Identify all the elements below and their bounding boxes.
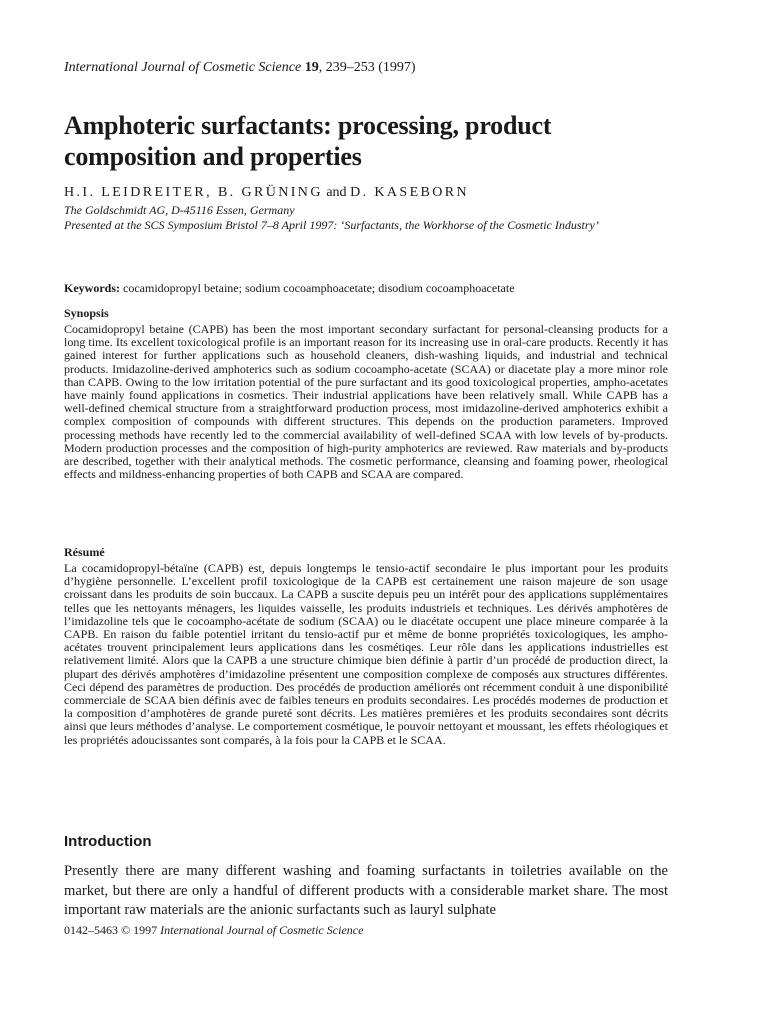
footer-journal: International Journal of Cosmetic Science (160, 923, 364, 937)
introduction-heading: Introduction (64, 833, 152, 850)
resume-text: La cocamidopropyl-bétaïne (CAPB) est, depuis longtemps le tensio-actif secondaire le plus important pour les produits d’hygiène personnelle. L’excellent profil toxicologique de la CAPB est certainement une raison majeure de son usage croissant dans les produits de soin buccaux. La CAPB a suscite depuis peu un intérêt pour des applications supplémentaires telles que les nettoyants ménagers, les liquides vaisselle, les produits industriels et techniques. Les dérivés amphotères de l’imidazoline tels que le cocoampho-acétate de sodium (SCAA) ou le diacétate occupent une place mineure comparée à la CAPB. En raison du faible potentiel irritant du tensio-actif pur et même de bonne propriétés toxicologiques, les ampho-acétates trouvent principalement leurs applications dans les cosmétiqes. Leur rôle dans les applications industrielles est relativement limité. Alors que la CAPB a une structure chimique bien définie à partir d’un procédé de production direct, la plupart des dérivés amphotères d’imidazoline présentent une composition complexe de composés aux structures différentes. Ceci dépend des paramètres de production. Des procédés de production améliorés ont récemment conduit à une disponibilité commerciale de SCAA bien définis avec de faibles teneurs en produits secondaires. Les procédés modernes de production et la composition d’amphotères de grande pureté sont décrits. Les matières premières et les produits secondaires sont décrits ainsi que leurs méthodes d’analyse. Le comportement cosmétique, le pouvoir nettoyant et moussant, les effets rhéologiques et les propriétés adoucissantes sont comparés, à la fois pour la CAPB et le SCAA. (64, 561, 668, 747)
synopsis-heading: Synopsis (64, 306, 109, 320)
resume-heading: Résumé (64, 545, 105, 559)
footer-code: 0142–5463 © 1997 (64, 923, 161, 937)
keywords-text: cocamidopropyl betaine; sodium cocoamphoacetate; disodium cocoamphoacetate (120, 281, 515, 295)
keywords (64, 281, 515, 296)
presentation-note: Presented at the SCS Symposium Bristol 7–8 April 1997: ‘Surfactants, the Workhorse of the Cosmetic Industry’ (64, 218, 599, 232)
journal-volume: 19 (304, 60, 319, 75)
copyright-footer (64, 923, 363, 938)
journal-citation (64, 59, 416, 77)
journal-pages-year: , 239–253 (1997) (318, 60, 416, 75)
affiliation: The Goldschmidt AG, D-45116 Essen, Germany (64, 203, 295, 217)
keywords-label: Keywords: (64, 281, 120, 295)
authors-first: H.I. LEIDREITER, B. GRÜNING (64, 185, 323, 200)
article-title: Amphoteric surfactants: processing, product composition and properties (64, 111, 552, 171)
journal-name: International Journal of Cosmetic Science (64, 60, 302, 75)
authors-and: and (322, 185, 351, 200)
synopsis-text: Cocamidopropyl betaine (CAPB) has been the most important secondary surfactant for personal-cleansing products for a long time. Its excellent toxicological profile is an important reason for its increasing use in oral-care products. Recently it has gained interest for further applications such as household cleaners, dish-washing liquids, and industrial and technical products. Imidazoline-derived amphoterics such as sodium cocoampho-acetate (SCAA) or diacetate play a more minor role than CAPB. Owing to the low irritation potential of the pure surfactant and its good toxicological properties, ampho-acetates have mainly found applications in cosmetics. Their industrial applications have been relatively small. While CAPB has a well-defined chemical structure from a straightforward production process, most imidazoline-derived amphoterics exhibit a complex composition of compounds with different structures. This depends on the production parameters. Improved processing methods have recently led to the commercial availability of well-defined SCAA with low levels of by-products. Modern production processes and the composition of high-purity amphoterics are reviewed. Raw materials and by-products are described, together with their analytical methods. The cosmetic performance, cleansing and foaming power, rheological effects and mildness-enhancing properties of both CAPB and SCAA are compared. (64, 322, 668, 482)
author-list (64, 184, 469, 202)
introduction-text: Presently there are many different washing and foaming surfactants in toiletries available on the market, but there are only a handful of different products with a considerable market share. The most important raw materials are the anionic surfactants such as lauryl sulphate (64, 863, 668, 919)
authors-last: D. KASEBORN (350, 185, 470, 200)
